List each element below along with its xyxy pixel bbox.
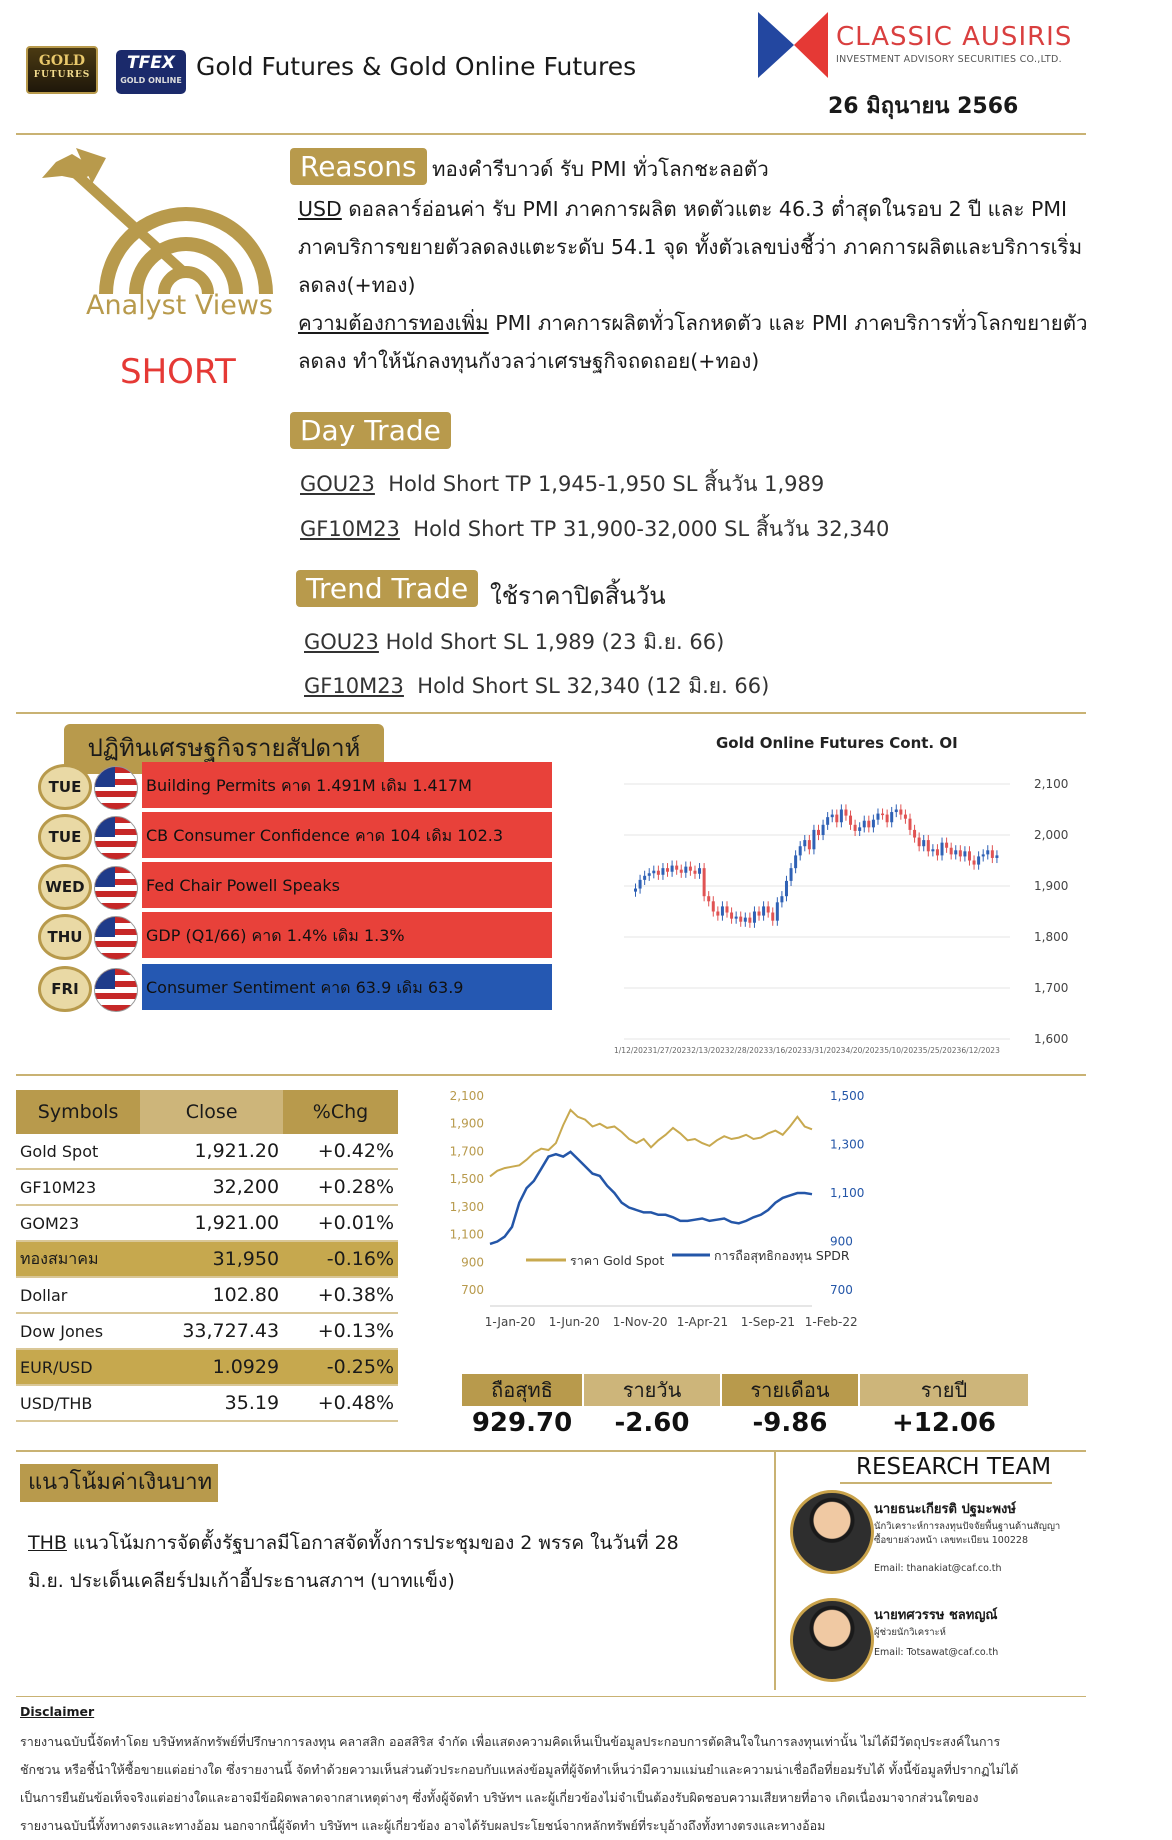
reason-text-demand: PMI ภาคการผลิตทั่วโลกหดตัว และ PMI ภาคบริการทั่วโลกขยายตัว (488, 311, 1088, 335)
candle-body (721, 906, 724, 915)
left-axis-tick: 1,100 (449, 1227, 484, 1242)
spdr-value: -2.60 (614, 1408, 690, 1438)
col-header-chg: %Chg (283, 1090, 398, 1134)
disclaimer-line: รายงานฉบับนี้ทั้งทางตรงและทางอ้อม นอกจากนี้ผู้จัดทำ บริษัทฯ และผู้เกี่ยวข้อง อาจได้รับผลประโยชน์จากหลักทรัพย์ที่ระบุอ้างถึงทั้งทางตรงและทางอ้อม (20, 1818, 826, 1833)
section-divider (16, 1450, 1086, 1452)
reasons-paragraph-1-line2: ภาคบริการขยายตัวลดลงแตะระดับ 54.1 จุด ทั้งตัวเลขบ่งชี้ว่า ภาคการผลิตและบริการเริ่ม (298, 235, 1083, 259)
trend-trade-row (304, 670, 769, 703)
candle-body (648, 873, 651, 876)
symbol-name-cell: GOM23 (16, 1205, 140, 1241)
left-axis-tick: 1,700 (449, 1144, 484, 1159)
candle-body (693, 871, 696, 874)
candle-body (689, 867, 692, 871)
candle-body (726, 906, 729, 912)
candle-body (698, 868, 701, 874)
symbol-close-cell: 1.0929 (140, 1349, 283, 1385)
oi-chart-title: Gold Online Futures Cont. OI (716, 734, 958, 752)
candle-body (890, 812, 893, 822)
reasons-headline: ทองคำรีบาวด์ รับ PMI ทั่วโลกชะลอตัว (432, 157, 769, 181)
disclaimer-line: เป็นการยืนยันข้อเท็จจริงแต่อย่างใดและอาจมีข้อผิดพลาดจากสาเหตุต่างๆ ซึ่งทั้งผู้จัดทำ บริษัทฯ และผู้เกี่ยวข้องไม่จำเป็นต้องรับผิดชอบความเสียหายที่อาจ เกิดเนื่องมาจากส่วนใดของ (20, 1790, 979, 1805)
symbol-name-cell: Dow Jones (16, 1313, 140, 1349)
tfex-logo (116, 50, 186, 94)
candle-body (661, 868, 664, 875)
candle-body (762, 906, 765, 915)
x-tick-label: 1-Sep-21 (740, 1315, 795, 1329)
candle-body (895, 810, 898, 813)
candle-body (973, 861, 976, 865)
y-tick-label: 1,600 (1034, 1032, 1069, 1046)
candle-body (963, 851, 966, 856)
reasons-paragraph-1-line3: ลดลง(+ทอง) (298, 273, 416, 297)
tfex-logo-sub: GOLD ONLINE (120, 76, 182, 85)
candle-body (977, 856, 980, 864)
researcher-name: นายธนะเกียรติ ปฐมะพงษ์ (874, 1502, 1016, 1517)
candle-body (922, 840, 925, 846)
disclaimer-text (20, 1728, 1080, 1840)
spdr-value: -9.86 (752, 1408, 828, 1438)
trend-trade-row (304, 626, 724, 659)
day-trade-row (300, 468, 824, 501)
table-row (16, 1313, 398, 1349)
candle-body (790, 868, 793, 881)
y-tick-label: 1,800 (1034, 930, 1069, 944)
reason-text-usd: ดอลลาร์อ่อนค่า รับ PMI ภาคการผลิต หดตัวแตะ 46.3 ต่ำสุดในรอบ 2 ปี และ PMI (341, 197, 1068, 221)
table-row (16, 1277, 398, 1313)
symbol-chg-cell: +0.13% (283, 1313, 398, 1349)
left-axis-tick: 900 (461, 1255, 484, 1270)
candle-body (735, 917, 738, 919)
calendar-day-badge: WED (38, 864, 92, 910)
symbol-close-cell: 1,921.20 (140, 1134, 283, 1169)
candle-body (817, 830, 820, 835)
candle-body (968, 851, 971, 860)
candle-body (936, 849, 939, 855)
analyst-view-short: SHORT (120, 352, 236, 392)
symbol-chg-cell: -0.16% (283, 1241, 398, 1277)
avatar (790, 1598, 874, 1682)
reason-key-usd: USD (298, 197, 342, 221)
right-axis-tick: 1,500 (830, 1090, 865, 1103)
tfex-logo-text: TFEX (127, 53, 175, 73)
candle-body (730, 913, 733, 919)
candle-body (822, 825, 825, 835)
calendar-event: CB Consumer Confidence คาด 104 เดิม 102.3 (142, 812, 552, 860)
symbol-name-cell: ทองสมาคม (16, 1241, 140, 1277)
table-row (16, 1349, 398, 1385)
candle-body (771, 913, 774, 921)
section-divider (16, 1696, 1086, 1697)
thb-outlook-tag: แนวโน้มค่าเงินบาท (20, 1464, 218, 1502)
symbol-name-cell: GF10M23 (16, 1169, 140, 1205)
calendar-event: GDP (Q1/66) คาด 1.4% เดิม 1.3% (142, 912, 552, 960)
calendar-day-badge: TUE (38, 764, 92, 810)
symbols-header-row (16, 1090, 398, 1134)
candle-body (684, 867, 687, 873)
reasons-paragraph-1 (298, 190, 1067, 228)
candle-body (826, 817, 829, 825)
day-trade-symbol: GF10M23 (300, 517, 400, 541)
trend-trade-symbol: GOU23 (304, 630, 379, 654)
candle-body (982, 854, 985, 856)
legend-gold-label: ราคา Gold Spot (570, 1253, 665, 1268)
x-tick-label: 1-Jun-20 (548, 1315, 600, 1329)
table-row (16, 1385, 398, 1421)
oi-candlestick-chart (600, 764, 1070, 1064)
candle-body (739, 917, 742, 922)
gold-logo-line2: FUTURES (33, 70, 91, 80)
spdr-header: รายปี (860, 1374, 1028, 1406)
gold-futures-logo (26, 46, 98, 94)
symbol-chg-cell: +0.42% (283, 1134, 398, 1169)
candle-body (835, 815, 838, 823)
spdr-holdings-line (490, 1152, 812, 1244)
candle-body (799, 846, 802, 855)
candle-body (913, 830, 916, 838)
calendar-day-badge: FRI (38, 966, 92, 1012)
right-axis-tick: 700 (830, 1283, 853, 1297)
candle-body (899, 810, 902, 815)
day-trade-row (300, 513, 889, 546)
disclaimer-line: ชักชวน หรือชี้นำให้ซื้อขายแต่อย่างใด ซึ่งรายงานนี้ จัดทำด้วยความเห็นส่วนตัวประกอบกับแหล่งข้อมูลที่ผู้จัดทำเห็นว่ามีความแม่นยำและความน่าเชื่อถือที่ยอมรับได้ ทั้งนี้ข้อมูลที่ปรากฏไม่ได้ (20, 1762, 1019, 1777)
candle-body (941, 843, 944, 856)
analyst-views-label: Analyst Views (86, 290, 273, 321)
calendar-title: ปฏิทินเศรษฐกิจรายสัปดาห์ (64, 724, 384, 774)
thb-outlook-line1 (28, 1524, 679, 1562)
section-divider (16, 1074, 1086, 1076)
x-tick-label: 5/25/2023 (922, 1046, 962, 1055)
spdr-value: +12.06 (891, 1408, 997, 1438)
symbol-name-cell: EUR/USD (16, 1349, 140, 1385)
candle-body (808, 840, 811, 849)
calendar-event: Building Permits คาด 1.491M เดิม 1.417M (142, 762, 552, 810)
gold-spot-line (490, 1110, 812, 1177)
page-title: Gold Futures & Gold Online Futures (196, 52, 637, 81)
calendar-day-badge: THU (38, 914, 92, 960)
symbol-chg-cell: +0.01% (283, 1205, 398, 1241)
candle-body (831, 815, 834, 818)
day-trade-text: Hold Short TP 31,900-32,000 SL สิ้นวัน 32,340 (413, 517, 890, 541)
table-row (16, 1169, 398, 1205)
symbol-chg-cell: -0.25% (283, 1349, 398, 1385)
candle-body (671, 866, 674, 872)
table-row (16, 1134, 398, 1169)
thb-outlook-line2: มิ.ย. ประเด็นเคลียร์ปมเก้าอี้ประธานสภาฯ (บาทแข็ง) (28, 1570, 455, 1592)
us-flag-icon (94, 968, 138, 1012)
candle-body (707, 896, 710, 901)
candle-body (794, 855, 797, 868)
trend-trade-note: ใช้ราคาปิดสิ้นวัน (490, 582, 666, 610)
us-flag-icon (94, 766, 138, 810)
candle-body (927, 840, 930, 851)
spdr-header: ถือสุทธิ (462, 1374, 582, 1406)
symbol-chg-cell: +0.28% (283, 1169, 398, 1205)
symbol-close-cell: 31,950 (140, 1241, 283, 1277)
candle-body (675, 866, 678, 870)
x-tick-label: 2/13/2023 (691, 1046, 730, 1055)
right-axis-tick: 1,100 (830, 1186, 865, 1200)
symbol-close-cell: 35.19 (140, 1385, 283, 1421)
researcher-role: ผู้ช่วยนักวิเคราะห์ (874, 1627, 946, 1638)
candle-body (931, 849, 934, 851)
symbol-close-cell: 32,200 (140, 1169, 283, 1205)
spdr-value: 929.70 (471, 1408, 573, 1438)
spdr-header: รายเดือน (722, 1374, 858, 1406)
candle-body (876, 814, 879, 820)
report-date: 26 มิถุนายน 2566 (828, 94, 1019, 119)
trend-trade-tag: Trend Trade (296, 570, 478, 607)
x-tick-label: 1-Feb-22 (804, 1315, 858, 1329)
y-tick-label: 1,900 (1034, 879, 1069, 893)
candle-body (712, 901, 715, 911)
reasons-paragraph-2-line2: ลดลง ทำให้นักลงทุนกังวลว่าเศรษฐกิจถดถอย(+ทอง) (298, 349, 760, 373)
y-tick-label: 1,700 (1034, 981, 1069, 995)
candle-body (844, 810, 847, 816)
research-team-title: RESEARCH TEAM (856, 1454, 1052, 1480)
candle-body (680, 870, 683, 873)
left-axis-tick: 1,500 (449, 1172, 484, 1187)
symbol-name-cell: Gold Spot (16, 1134, 140, 1169)
candle-body (863, 821, 866, 828)
candle-body (909, 819, 912, 830)
candle-body (780, 896, 783, 902)
col-header-close: Close (140, 1090, 283, 1134)
right-axis-tick: 1,300 (830, 1137, 865, 1152)
table-row (16, 1241, 398, 1277)
candle-body (954, 850, 957, 854)
candle-body (950, 848, 953, 855)
left-axis-tick: 700 (461, 1283, 484, 1297)
researcher-email: Email: Totsawat@caf.co.th (874, 1647, 999, 1658)
trend-trade-text: Hold Short SL 1,989 (23 มิ.ย. 66) (385, 630, 725, 654)
us-flag-icon (94, 866, 138, 910)
candle-body (776, 902, 779, 920)
candle-body (904, 815, 907, 819)
disclaimer-title: Disclaimer (20, 1704, 95, 1719)
spdr-header: รายวัน (584, 1374, 720, 1406)
thb-text: แนวโน้มการจัดตั้งรัฐบาลมีโอกาสจัดทั้งการประชุมของ 2 พรรค ในวันที่ 28 (66, 1532, 679, 1554)
researcher-role: นักวิเคราะห์การลงทุนปัจจัยพื้นฐานด้านสัญญาซื้อขายล่วงหน้า เลขทะเบียน 100228 (874, 1521, 1061, 1546)
symbol-close-cell: 1,921.00 (140, 1205, 283, 1241)
x-tick-label: 1-Apr-21 (676, 1315, 729, 1329)
left-axis-tick: 1,300 (449, 1199, 484, 1214)
legend-spdr-label: การถือสุทธิกองทุน SPDR (714, 1248, 850, 1263)
candle-body (652, 871, 655, 874)
x-tick-label: 1-Jan-20 (484, 1315, 536, 1329)
right-axis-tick: 900 (830, 1234, 853, 1249)
candle-body (918, 838, 921, 847)
candle-body (634, 889, 637, 892)
x-tick-label: 1/12/2023 (614, 1046, 653, 1055)
classic-ausiris-logo-icon (756, 10, 830, 80)
candle-body (657, 871, 660, 875)
brand-name: CLASSIC AUSIRIS (836, 22, 1073, 52)
gold-logo-line1: GOLD (38, 53, 86, 69)
reasons-tag: Reasons (290, 148, 427, 185)
candle-body (753, 912, 756, 923)
x-tick-label: 3/16/2023 (768, 1046, 807, 1055)
day-trade-text: Hold Short TP 1,945-1,950 SL สิ้นวัน 1,989 (388, 472, 825, 496)
candle-body (881, 814, 884, 816)
candle-body (716, 912, 719, 916)
symbol-chg-cell: +0.48% (283, 1385, 398, 1421)
candle-body (758, 912, 761, 916)
target-arrow-icon (36, 144, 276, 294)
trend-trade-text: Hold Short SL 32,340 (12 มิ.ย. 66) (417, 674, 770, 698)
research-title-underline (840, 1482, 1052, 1484)
candle-body (886, 815, 889, 823)
candle-body (744, 918, 747, 922)
candle-body (854, 825, 857, 831)
candle-body (867, 821, 870, 828)
x-tick-label: 1-Nov-20 (612, 1315, 668, 1329)
avatar (790, 1490, 874, 1574)
reasons-paragraph-2 (298, 304, 1088, 342)
x-tick-label: 3/31/2023 (807, 1046, 846, 1055)
candle-body (858, 827, 861, 831)
candle-body (945, 843, 948, 848)
trend-trade-symbol: GF10M23 (304, 674, 404, 698)
candle-body (703, 868, 706, 896)
col-header-symbols: Symbols (16, 1090, 140, 1134)
y-tick-label: 2,100 (1034, 777, 1069, 791)
researcher-email: Email: thanakiat@caf.co.th (874, 1563, 1002, 1574)
candle-body (995, 855, 998, 858)
calendar-event: Consumer Sentiment คาด 63.9 เดิม 63.9 (142, 964, 552, 1012)
symbol-name-cell: USD/THB (16, 1385, 140, 1421)
candle-body (803, 840, 806, 846)
candle-body (986, 850, 989, 854)
y-tick-label: 2,000 (1034, 828, 1069, 842)
candle-body (643, 876, 646, 880)
candle-body (748, 918, 751, 923)
left-axis-tick: 1,900 (449, 1116, 484, 1131)
thb-key: THB (28, 1532, 67, 1554)
symbol-chg-cell: +0.38% (283, 1277, 398, 1313)
candle-body (840, 810, 843, 823)
disclaimer-line: รายงานฉบับนี้จัดทำโดย บริษัทหลักทรัพย์ที่ปรึกษาการลงทุน คลาสสิก ออสสิริส จำกัด เพื่อแสดงความคิดเห็นเป็นข้อมูลประกอบการตัดสินใจในการลงทุนเท่านั้น ไม่ได้มีวัตถุประสงค์ในการ (20, 1734, 1001, 1749)
section-divider (16, 712, 1086, 714)
candle-body (812, 830, 815, 849)
x-tick-label: 6/12/2023 (961, 1046, 1000, 1055)
vertical-divider (774, 1452, 776, 1690)
candle-body (849, 816, 852, 825)
candle-body (991, 850, 994, 858)
candle-body (959, 850, 962, 856)
gold-spdr-line-chart (440, 1090, 1030, 1350)
left-axis-tick: 2,100 (449, 1090, 484, 1103)
candle-body (785, 881, 788, 896)
candle-body (872, 820, 875, 828)
day-trade-tag: Day Trade (290, 412, 451, 449)
calendar-day-badge: TUE (38, 814, 92, 860)
candle-body (639, 880, 642, 889)
symbols-table (16, 1090, 398, 1422)
symbol-close-cell: 102.80 (140, 1277, 283, 1313)
candle-body (666, 868, 669, 872)
symbol-close-cell: 33,727.43 (140, 1313, 283, 1349)
us-flag-icon (94, 816, 138, 860)
day-trade-symbol: GOU23 (300, 472, 375, 496)
x-tick-label: 2/28/2023 (729, 1046, 769, 1055)
brand-subtitle: INVESTMENT ADVISORY SECURITIES CO.,LTD. (836, 54, 1062, 65)
x-tick-label: 1/27/2023 (652, 1046, 692, 1055)
x-tick-label: 4/20/2023 (845, 1046, 885, 1055)
calendar-event: Fed Chair Powell Speaks (142, 862, 552, 910)
x-tick-label: 5/10/2023 (884, 1046, 923, 1055)
researcher-name: นายทศวรรษ ชลทญณ์ (874, 1608, 998, 1623)
header-divider (16, 133, 1086, 135)
candle-body (767, 906, 770, 912)
us-flag-icon (94, 916, 138, 960)
table-row (16, 1205, 398, 1241)
reason-key-demand: ความต้องการทองเพิ่ม (298, 311, 489, 335)
symbol-name-cell: Dollar (16, 1277, 140, 1313)
